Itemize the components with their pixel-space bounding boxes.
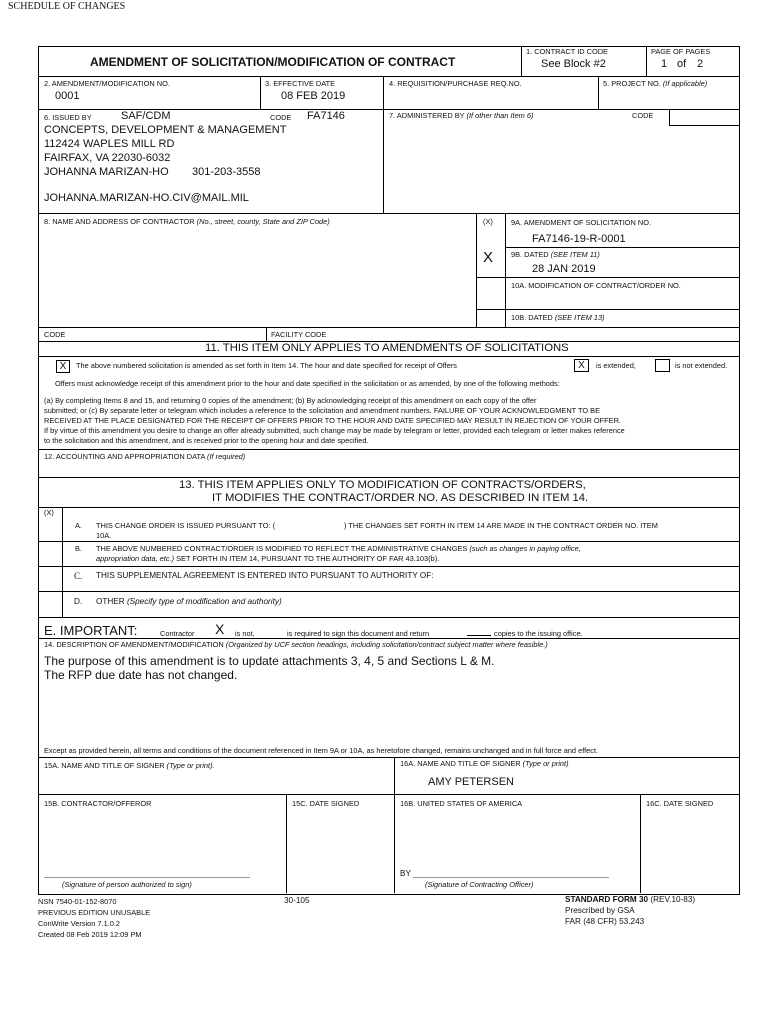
amendment-no-label: 2. AMENDMENT/MODIFICATION NO. [44,79,170,88]
x-mark-9: X [483,249,494,266]
contract-id-code-label: 1. CONTRACT ID CODE [526,47,608,56]
by-label: BY [400,869,411,878]
project-no-label: 5. PROJECT NO. (If applicable) [603,79,708,88]
item-b-text-2: appropriation data, etc.) SET FORTH IN ITEM 14, PURSUANT TO THE AUTHORITY OF FAR 43.103(b). [96,554,440,563]
section-11-para-4: If by virtue of this amendment you desire to change an offer already submitted, such change may be made by telegram or letter, provided each telegram or letter makes reference [44,426,625,435]
is-extended-label: is extended, [596,361,636,370]
page-of-pages-label: PAGE OF PAGES [651,47,711,56]
is-not-extended-label: is not extended. [675,361,728,370]
usa-label: 16B. UNITED STATES OF AMERICA [400,799,523,808]
item-b-text-1: THE ABOVE NUMBERED CONTRACT/ORDER IS MODIFIED TO REFLECT THE ADMINISTRATIVE CHANGES (such as changes in paying office, [96,544,581,553]
important-x-mark: X [215,621,225,637]
issued-by-code-label: CODE [270,113,292,122]
important-label: E. IMPORTANT: [44,623,138,638]
footer-far: FAR (48 CFR) 53.243 [565,917,645,926]
issuer-email: JOHANNA.MARIZAN-HO.CIV@MAIL.MIL [44,192,249,204]
footer-nsn: NSN 7540-01-152-8070 [38,897,117,906]
contractor-signature-caption: (Signature of person authorized to sign) [62,880,192,889]
dated-9b-label: 9B. DATED (SEE ITEM 11) [511,250,600,259]
solicitation-no-label: 9A. AMENDMENT OF SOLICITATION NO. [511,218,652,227]
section-11-para-5: to the solicitation and this amendment, and is received prior to the opening hour and date specified. [44,436,369,445]
section-11-title: 11. THIS ITEM ONLY APPLIES TO AMENDMENTS OF SOLICITATIONS [205,342,569,354]
contract-id-code-value: See Block #2 [541,58,606,70]
footer-previous-edition: PREVIOUS EDITION UNUSABLE [38,908,151,917]
effective-date-value: 08 FEB 2019 [281,90,346,102]
item-a-text-1: THIS CHANGE ORDER IS ISSUED PURSUANT TO: ( [96,521,276,530]
contractor-name-label: 8. NAME AND ADDRESS OF CONTRACTOR (No., street, county, State and ZIP Code) [44,217,330,226]
description-line-1: The purpose of this amendment is to update attachments 3, 4, 5 and Sections L & M. [44,654,495,668]
form-title: AMENDMENT OF SOLICITATION/MODIFICATION OF CONTRACT [90,55,456,69]
contractor-code-label: CODE [44,330,66,339]
except-statement: Except as provided herein, all terms and conditions of the document referenced in Item 9A or 10A, as heretofore changed, remains unchanged and in full force and effect. [44,746,599,755]
item-c-text: THIS SUPPLEMENTAL AGREEMENT IS ENTERED INTO PURSUANT TO AUTHORITY OF: [96,571,434,580]
section-11-para-3: RECEIVED AT THE PLACE DESIGNATED FOR THE RECEIPT OF OFFERS PRIOR TO THE HOUR AND DATE SPECIFIED MAY RESULT IN REJECTION OF YOUR OFFER. [44,416,621,425]
page-current: 1 [661,58,668,70]
section-11-para-2: submitted; or (c) By separate letter or telegram which includes a reference to the solicitation and amendment numbers. FAILURE OF YOUR ACKNOWLEDGMENT TO BE [44,406,601,415]
dated-10b-label: 10B. DATED (SEE ITEM 13) [511,313,605,322]
item-d-text: OTHER (Specify type of modification and authority) [96,597,282,606]
requisition-label: 4. REQUISITION/PURCHASE REQ.NO. [389,79,522,88]
date-signed-15c-label: 15C. DATE SIGNED [292,799,360,808]
section-13-title-1: 13. THIS ITEM APPLIES ONLY TO MODIFICATION OF CONTRACTS/ORDERS, [179,479,586,491]
section-13-title-2: IT MODIFIES THE CONTRACT/ORDER NO. AS DESCRIBED IN ITEM 14. [212,492,589,504]
administered-by-code-label: CODE [632,111,654,120]
administered-by-label: 7. ADMINISTERED BY (If other than Item 6) [389,111,534,120]
issuer-contact-name: JOHANNA MARIZAN-HO [44,166,169,178]
description-line-2: The RFP due date has not changed. [44,668,238,682]
section-11-para-1: (a) By completing Items 8 and 15, and returning 0 copies of the amendment; (b) By acknowledging receipt of this amendment on each copy of the offer [44,396,537,405]
amended-checkbox[interactable]: X [56,360,70,373]
footer-standard-form: STANDARD FORM 30 (REV.10-83) [565,895,696,904]
modification-no-label: 10A. MODIFICATION OF CONTRACT/ORDER NO. [511,281,681,290]
item-c-letter: C. [74,571,83,581]
signer-16a-value: AMY PETERSEN [428,776,514,788]
item-a-text-3: 10A. [96,531,112,540]
page-total: 2 [697,58,704,70]
date-signed-16c-label: 16C. DATE SIGNED [646,799,714,808]
dated-9b-value: 28 JAN 2019 [532,263,596,275]
important-is-not: is not, [235,629,255,638]
not-extended-checkbox[interactable] [655,359,670,372]
solicitation-no-value: FA7146-19-R-0001 [532,233,626,245]
signer-15a-label: 15A. NAME AND TITLE OF SIGNER (Type or print). [44,761,215,770]
footer-created: Created 08 Feb 2019 12:09 PM [38,930,142,939]
issuer-phone: 301-203-3558 [192,166,261,178]
section-11-line-1: The above numbered solicitation is amended as set forth in Item 14. The hour and date specified for receipt of Offers [76,361,457,370]
important-text: is required to sign this document and return [287,629,430,638]
issuer-address-line-3: FAIRFAX, VA 22030-6032 [44,152,171,164]
issued-by-code-value: FA7146 [307,110,345,122]
signer-16a-label: 16A. NAME AND TITLE OF SIGNER (Type or print) [400,759,569,768]
x-column-label: (X) [483,217,493,226]
contracting-officer-signature-caption: (Signature of Contracting Officer) [425,880,534,889]
facility-code-label: FACILITY CODE [271,330,327,339]
issued-by-label: 6. ISSUED BY [44,113,92,122]
issuer-value: SAF/CDM [121,110,171,122]
section-13-x-label: (X) [44,508,54,517]
contractor-offeror-label: 15B. CONTRACTOR/OFFEROR [44,799,152,808]
schedule-of-changes-note: SCHEDULE OF CHANGES [8,1,126,12]
effective-date-label: 3. EFFECTIVE DATE [265,79,336,88]
issuer-address-line-2: 112424 WAPLES MILL RD [44,138,175,150]
accounting-data-label: 12. ACCOUNTING AND APPROPRIATION DATA (If required) [44,452,246,461]
description-label: 14. DESCRIPTION OF AMENDMENT/MODIFICATION (Organized by UCF section headings, including solicitation/contract subject matter where feasible.) [44,640,548,649]
item-a-text-2: ) THE CHANGES SET FORTH IN ITEM 14 ARE MADE IN THE CONTRACT ORDER NO. ITEM [344,521,658,530]
footer-prescribed: Prescribed by GSA [565,906,635,915]
important-copies: copies to the issuing office. [494,629,583,638]
issuer-address-line-1: CONCEPTS, DEVELOPMENT & MANAGEMENT [44,124,287,136]
footer-conwrite: ConWrite Version 7.1.0.2 [38,919,121,928]
section-11-line-2: Offers must acknowledge receipt of this amendment prior to the hour and date specified in the solicitation or as amended, by one of the following methods: [55,379,560,388]
item-a-letter: A. [75,521,82,530]
page-of-word: of [677,58,687,70]
amendment-no-value: 0001 [55,90,80,102]
footer-form-code: 30-105 [284,896,310,905]
extended-checkbox[interactable]: X [574,359,589,372]
item-b-letter: B. [75,544,82,553]
important-contractor: Contractor [160,629,195,638]
item-d-letter: D. [74,597,83,606]
